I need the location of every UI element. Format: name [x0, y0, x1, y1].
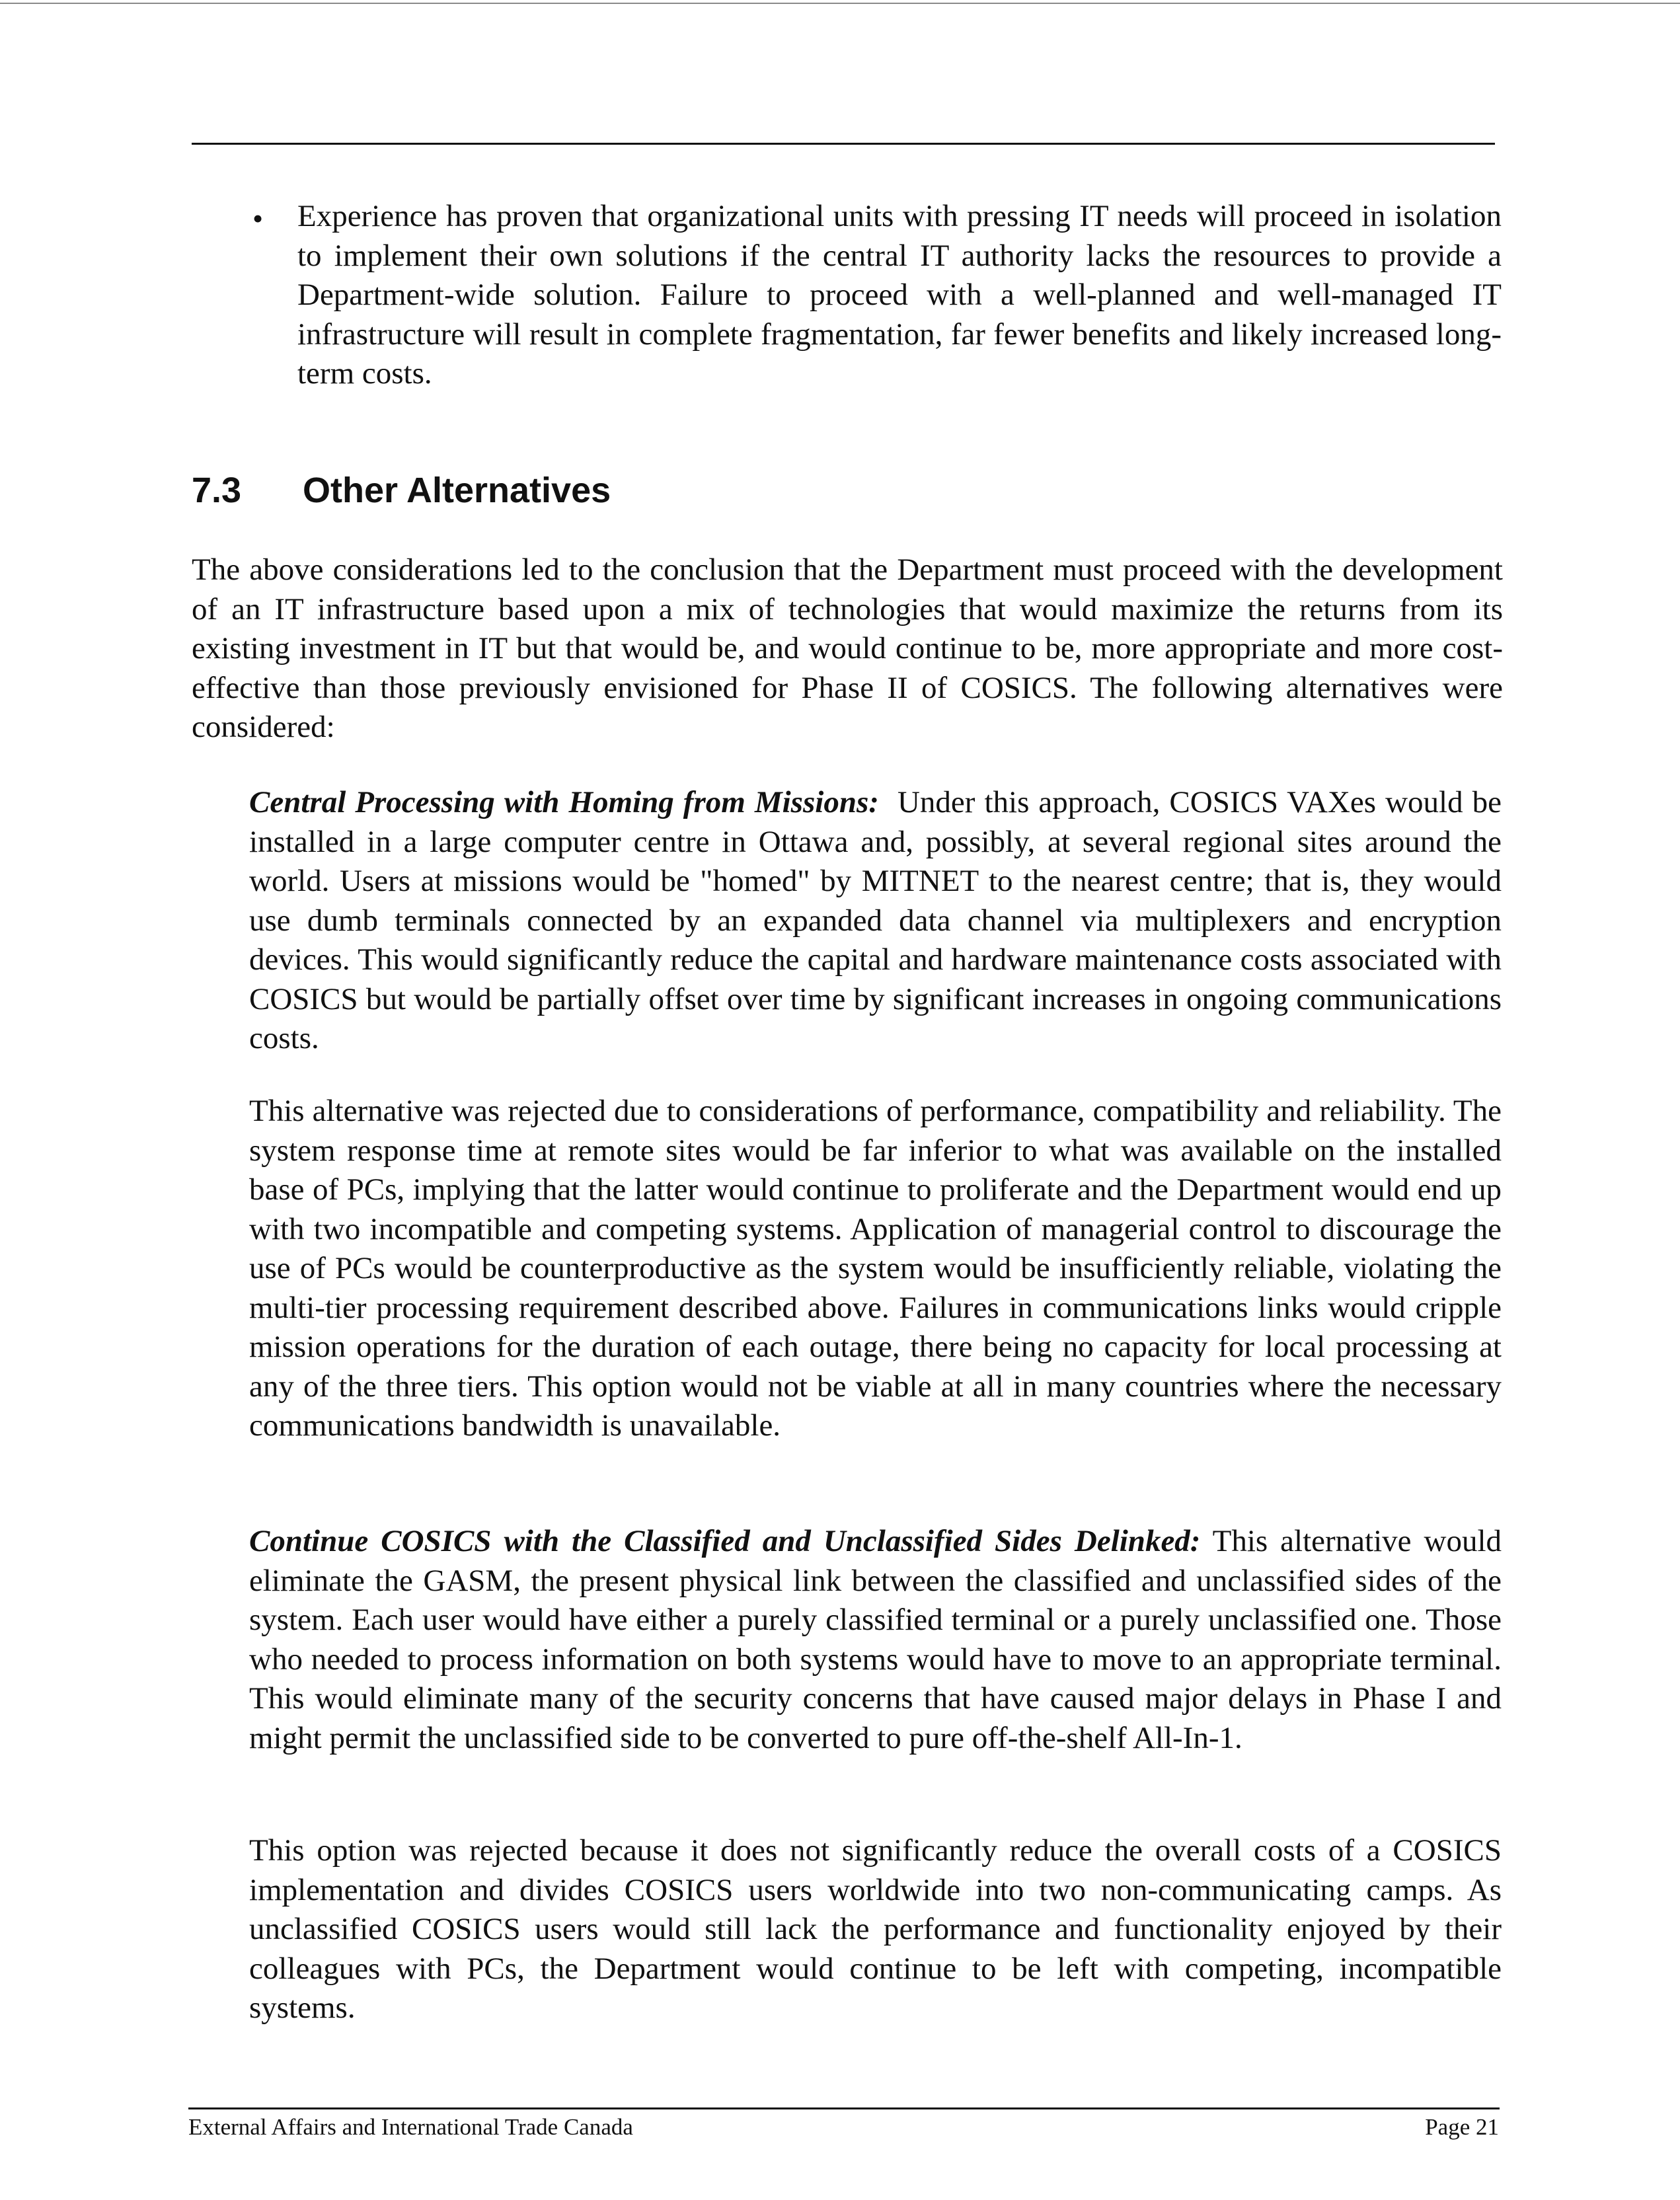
bullet-icon: •: [252, 202, 264, 235]
alternative-central-processing: [249, 783, 1502, 1059]
section-number: 7.3: [192, 471, 242, 510]
header-rule: [192, 143, 1495, 145]
scan-edge-line: [0, 3, 1680, 4]
alternative-evaluation: This alternative was rejected due to considerations of performance, compatibility and reliability. The system response time at remote sites would be far inferior to what was available on the installed base of PCs, implying that the latter would continue to proliferate and the Department would end up with two incompatible and competing systems. Application of managerial control to discourage the use of PCs would be counterproductive as the system would be insufficiently reliable, violating the multi-tier processing requirement described above. Failures in communications links would cripple mission operations for the duration of each outage, there being no capacity for local processing at any of the three tiers. This option would not be viable at all in many countries where the necessary communications bandwidth is unavailable.: [249, 1094, 1502, 1443]
bullet-text: Experience has proven that organizational units with pressing IT needs will proceed in isolation to implement their own solutions if the central IT authority lacks the resources to provide a Department-wide solution. Failure to proceed with a well-planned and well-managed IT infrastructure will result in complete fragmentation, far fewer benefits and likely increased long-term costs.: [297, 199, 1502, 391]
alternative-title: Central Processing with Homing from Missions:: [249, 785, 879, 819]
alternative-evaluation: This option was rejected because it does not significantly reduce the overall costs of a COSICS implementation and divides COSICS users worldwide into two non-communicating camps. As unclassified COSICS users would still lack the performance and functionality enjoyed by their colleagues with PCs, the Department would continue to be left with competing, incompatible systems.: [249, 1833, 1502, 2025]
footer-organization: External Affairs and International Trade Canada: [188, 2114, 633, 2140]
alternative-title: Continue COSICS with the Classified and Unclassified Sides Delinked:: [249, 1524, 1201, 1558]
footer-rule: [188, 2107, 1500, 2109]
alternative-description: This alternative would eliminate the GASM, the present physical link between the classified and unclassified sides of the system. Each user would have either a purely classified terminal or a purely unclassified one. Those who needed to process information on both systems would have to move to an appropriate terminal. This would eliminate many of the security concerns that have caused major delays in Phase I and might permit the unclassified side to be converted to pure off-the-shelf All-In-1.: [249, 1524, 1502, 1755]
bullet-item: [252, 197, 1502, 394]
section-title: Other Alternatives: [303, 471, 611, 510]
alternative-delinked-sides: [249, 1522, 1502, 1758]
section-heading: [192, 467, 611, 514]
footer-page-number: Page 21: [1425, 2114, 1499, 2140]
intro-paragraph: The above considerations led to the conclusion that the Department must proceed with the development of an IT infrastructure based upon a mix of technologies that would maximize the returns from its existing investment in IT but that would be, and would continue to be, more appropriate and more cost-effective than those previously envisioned for Phase II of COSICS. The following alternatives were considered:: [192, 552, 1503, 744]
alternative-description: Under this approach, COSICS VAXes would be installed in a large computer centre in Ottawa and, possibly, at several regional sites around the world. Users at missions would be "homed" by MITNET to the nearest centre; that is, they would use dumb terminals connected by an expanded data channel via multiplexers and encryption devices. This would significantly reduce the capital and hardware maintenance costs associated with COSICS but would be partially offset over time by significant increases in ongoing communications costs.: [249, 785, 1502, 1055]
